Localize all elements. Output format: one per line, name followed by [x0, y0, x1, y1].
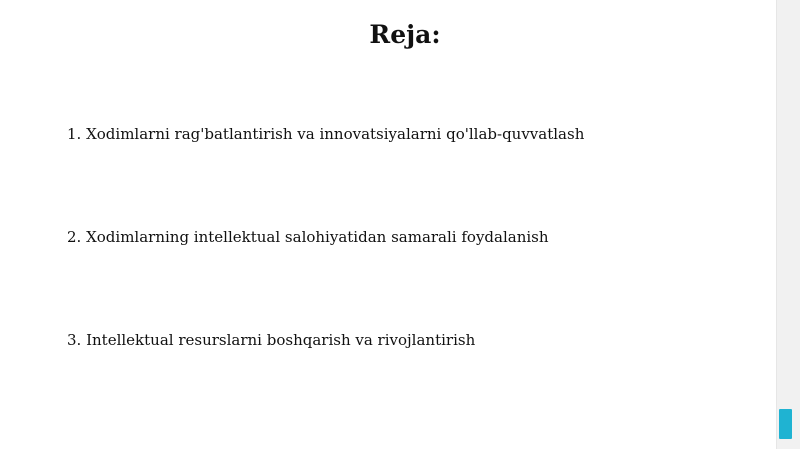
plan-item-1: 1. Xodimlarni rag'batlantirish va innovatsiyalarni qo'llab-quvvatlash	[67, 125, 585, 143]
plan-item-3: 3. Intellektual resurslarni boshqarish va rivojlantirish	[67, 331, 476, 349]
plan-item-2: 2. Xodimlarning intellektual salohiyatidan samarali foydalanish	[67, 228, 549, 246]
scrollbar-thumb[interactable]	[779, 409, 792, 439]
slide-title: Reja:	[369, 20, 441, 49]
scrollbar-track[interactable]	[776, 0, 800, 449]
